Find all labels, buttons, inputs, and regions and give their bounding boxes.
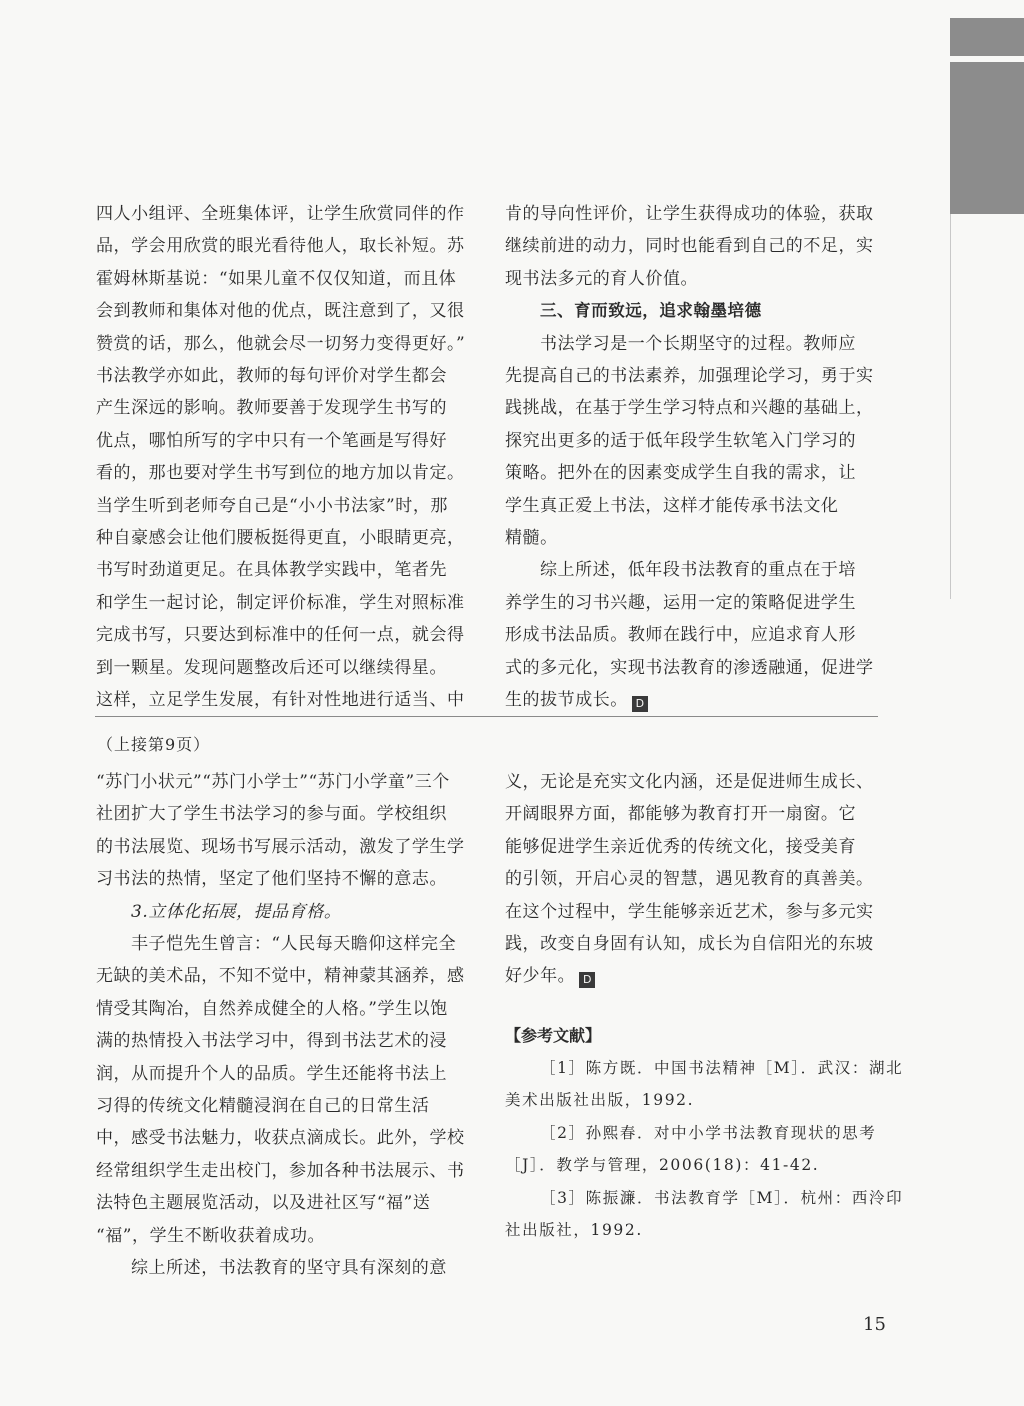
text-line: 法特色主题展览活动，以及进社区写“福”送 <box>96 1193 431 1214</box>
section-divider <box>95 716 878 717</box>
text-line: 形成书法品质。教师在践行中，应追求育人形 <box>505 625 856 646</box>
text-line: 四人小组评、全班集体评，让学生欣赏同伴的作 <box>96 204 465 224</box>
text-line: 养学生的习书兴趣，运用一定的策略促进学生 <box>505 592 856 613</box>
text-line: 丰子恺先生曾言：“人民每天瞻仰这样完全 <box>131 934 457 955</box>
text-line: 践，改变自身固有认知，成长为自信阳光的东坡 <box>505 934 874 955</box>
reference-item: ［2］孙熙春．对中小学书法教育现状的思考 <box>540 1123 877 1142</box>
reference-item: ［3］陈振濂．书法教育学［M］．杭州：西泠印 <box>540 1188 904 1207</box>
text-line <box>505 684 874 716</box>
page-number: 15 <box>863 1314 886 1335</box>
section-heading: 三、育而致远，追求翰墨培德 <box>540 301 762 321</box>
text-line: 社团扩大了学生书法学习的参与面。学校组织 <box>96 804 447 825</box>
text-line: 综上所述，书法教育的坚守具有深刻的意 <box>131 1258 447 1279</box>
text-line: 这样，立足学生发展，有针对性地进行适当、中 <box>96 690 465 711</box>
text-line: 当学生听到老师夸自己是“小小书法家”时，那 <box>96 495 448 516</box>
text-line: 的书法展览、现场书写展示活动，激发了学生学 <box>96 836 465 857</box>
text-line: 书写时劲道更足。在具体教学实践中，笔者先 <box>96 560 447 581</box>
text-line: 学生真正爱上书法，这样才能传承书法文化 <box>505 495 839 516</box>
references-title: 【参考文献】 <box>505 1026 602 1045</box>
reference-item: ［1］陈方既．中国书法精神［M］．武汉：湖北 <box>540 1059 904 1077</box>
text-line: 综上所述，低年段书法教育的重点在于培 <box>540 560 856 581</box>
text-line: 霍姆林斯基说：“如果儿童不仅仅知道，而且体 <box>96 268 457 289</box>
section-tab-top <box>950 18 1024 56</box>
article-end-icon: D <box>579 972 595 988</box>
text-line: 到一颗星。发现问题整改后还可以继续得星。 <box>96 657 447 678</box>
text-line: 和学生一起讨论，制定评价标准，学生对照标准 <box>96 592 465 613</box>
left-column-bottom <box>96 766 465 1285</box>
text-line: 书法教学亦如此，教师的每句评价对学生都会 <box>96 366 447 387</box>
text-line: 完成书写，只要达到标准中的任何一点，就会得 <box>96 625 465 646</box>
text-span: 好少年。 <box>505 966 576 987</box>
reference-item-cont: 社出版社，1992. <box>505 1221 643 1240</box>
text-line: 策略。把外在的因素变成学生自我的需求，让 <box>505 463 856 484</box>
article-end-icon: D <box>632 696 648 712</box>
text-line: 践挑战，在基于学生学习特点和兴趣的基础上， <box>505 398 874 419</box>
reference-item-cont: 美术出版社出版，1992. <box>505 1091 695 1110</box>
right-column-bottom <box>505 766 874 993</box>
reference-item-cont: ［J］．教学与管理，2006(18)：41-42. <box>505 1156 820 1175</box>
margin-rule <box>950 214 951 599</box>
text-line: 看的，那也要对学生书写到位的地方加以肯定。 <box>96 463 465 484</box>
right-column-top <box>505 198 874 717</box>
references <box>505 1020 903 1246</box>
text-line: 能够促进学生亲近优秀的传统文化，接受美育 <box>505 836 856 857</box>
text-line: 开阔眼界方面，都能够为教育打开一扇窗。它 <box>505 804 856 825</box>
text-line: 先提高自己的书法素养，加强理论学习，勇于实 <box>505 366 874 387</box>
text-line: 品，学会用欣赏的眼光看待他人，取长补短。苏 <box>96 236 465 257</box>
text-line: 在这个过程中，学生能够亲近艺术，参与多元实 <box>505 901 874 922</box>
text-line: 探究出更多的适于低年段学生软笔入门学习的 <box>505 430 856 451</box>
text-line <box>505 960 874 992</box>
left-column-top <box>96 198 465 717</box>
text-line: 赞赏的话，那么，他就会尽一切努力变得更好。” <box>96 333 466 354</box>
text-line: 式的多元化，实现书法教育的渗透融通，促进学 <box>505 657 874 678</box>
text-line: 习得的传统文化精髓浸润在自己的日常生活 <box>96 1096 430 1117</box>
text-line: 无缺的美术品，不知不觉中，精神蒙其涵养，感 <box>96 966 465 987</box>
text-line: “苏门小状元”“苏门小学士”“苏门小学童”三个 <box>96 772 450 792</box>
section-tab <box>950 62 1024 214</box>
text-line: 书法学习是一个长期坚守的过程。教师应 <box>540 333 856 354</box>
text-line: 的引领，开启心灵的智慧，遇见教育的真善美。 <box>505 869 874 890</box>
text-line: 情受其陶冶，自然养成健全的人格。”学生以饱 <box>96 998 448 1019</box>
text-line: 义，无论是充实文化内涵，还是促进师生成长、 <box>505 772 874 792</box>
text-line: 优点，哪怕所写的字中只有一个笔画是写得好 <box>96 430 447 451</box>
text-line: 产生深远的影响。教师要善于发现学生书写的 <box>96 398 447 419</box>
text-line: 现书法多元的育人价值。 <box>505 268 699 289</box>
text-line: 继续前进的动力，同时也能看到自己的不足，实 <box>505 236 874 257</box>
text-line: 经常组织学生走出校门，参加各种书法展示、书 <box>96 1160 465 1181</box>
text-line: 润，从而提升个人的品质。学生还能将书法上 <box>96 1063 447 1084</box>
text-span: 生的拔节成长。 <box>505 690 628 711</box>
subheading: 3.立体化拓展，提品育格。 <box>131 901 342 922</box>
text-line: 精髓。 <box>505 528 558 549</box>
text-line: 满的热情投入书法学习中，得到书法艺术的浸 <box>96 1031 447 1052</box>
text-line: 习书法的热情，坚定了他们坚持不懈的意志。 <box>96 869 447 890</box>
text-line: 中，感受书法魅力，收获点滴成长。此外，学校 <box>96 1128 465 1149</box>
text-line: 种自豪感会让他们腰板挺得更直，小眼睛更亮， <box>96 528 465 549</box>
text-line: 肯的导向性评价，让学生获得成功的体验，获取 <box>505 204 874 224</box>
continued-from-label: （上接第9页） <box>97 735 211 754</box>
text-line: 会到教师和集体对他的优点，既注意到了，又很 <box>96 301 465 322</box>
text-line: “福”，学生不断收获着成功。 <box>96 1225 326 1246</box>
